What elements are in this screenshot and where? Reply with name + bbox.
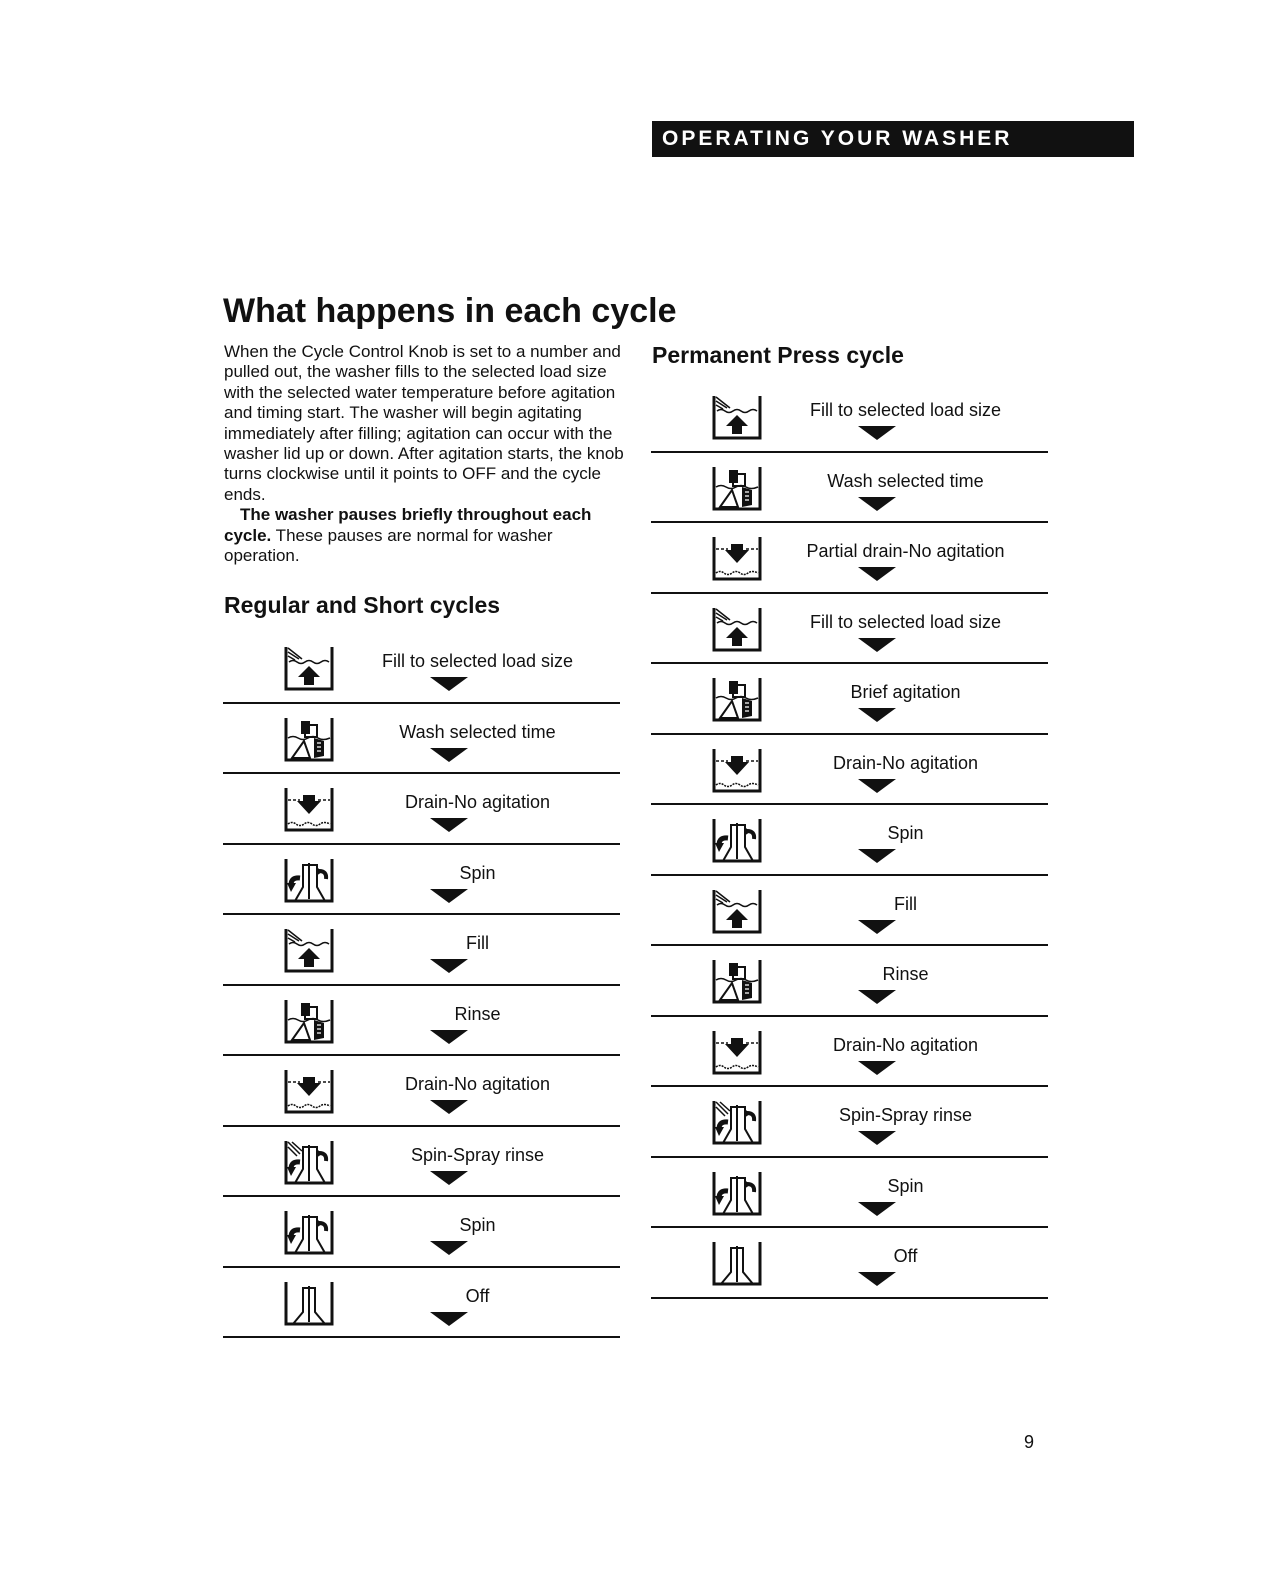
fill-icon — [283, 645, 335, 691]
fill-icon — [711, 888, 763, 934]
down-arrow-icon — [430, 1312, 468, 1326]
down-arrow-icon — [858, 708, 896, 722]
drain-icon — [711, 535, 763, 581]
step-label: Fill to selected load size — [809, 400, 1002, 420]
spin-icon — [283, 857, 335, 903]
off-icon — [283, 1280, 335, 1326]
down-arrow-icon — [858, 990, 896, 1004]
drain-icon — [283, 786, 335, 832]
spin-icon — [711, 1170, 763, 1216]
down-arrow-icon — [858, 920, 896, 934]
spin-icon — [711, 817, 763, 863]
permanent-press-step — [651, 876, 1048, 947]
fill-icon — [711, 394, 763, 440]
down-arrow-icon — [858, 638, 896, 652]
step-label: Fill — [466, 933, 489, 953]
step-label: Fill to selected load size — [381, 651, 574, 671]
step-label: Wash selected time — [399, 721, 556, 742]
regular-cycle-step — [223, 986, 620, 1057]
down-arrow-icon — [858, 849, 896, 863]
wash-icon — [711, 465, 763, 511]
step-label: Spin — [887, 823, 924, 843]
step-label: Wash selected time — [827, 470, 984, 491]
down-arrow-icon — [430, 889, 468, 903]
down-arrow-icon — [858, 426, 896, 440]
down-arrow-icon — [430, 1100, 468, 1114]
step-label: Spin — [459, 862, 496, 883]
spin-spray-icon — [711, 1099, 763, 1145]
off-icon — [711, 1240, 763, 1286]
spin-icon — [283, 1209, 335, 1255]
pause-note-rest: These pauses are normal for washer operation. — [224, 525, 553, 566]
wash-icon — [283, 998, 335, 1044]
intro-paragraph: When the Cycle Control Knob is set to a number and pulled out, the washer fills to the selected load size with the selected water temperature before agitation and timing start. The washer will begin agitating immediately after filling; agitation can occur with the washer lid up or down. After agitation starts, the knob turns clockwise until it points to OFF and the cycle ends. — [224, 342, 624, 504]
permanent-press-step — [651, 1158, 1048, 1229]
wash-icon — [711, 958, 763, 1004]
down-arrow-icon — [858, 779, 896, 793]
down-arrow-icon — [858, 497, 896, 511]
down-arrow-icon — [858, 1202, 896, 1216]
regular-cycle-step — [223, 845, 620, 916]
step-label: Brief agitation — [850, 682, 961, 702]
permanent-press-step — [651, 735, 1048, 806]
down-arrow-icon — [858, 1272, 896, 1286]
step-label: Fill — [894, 893, 917, 914]
down-arrow-icon — [430, 748, 468, 762]
permanent-press-step — [651, 946, 1048, 1017]
down-arrow-icon — [858, 1131, 896, 1145]
regular-cycle-step — [223, 1197, 620, 1268]
down-arrow-icon — [858, 567, 896, 581]
down-arrow-icon — [430, 1030, 468, 1044]
wash-icon — [283, 716, 335, 762]
step-label: Off — [893, 1246, 918, 1266]
fill-icon — [283, 927, 335, 973]
step-label: Spin — [459, 1215, 496, 1235]
step-label: Rinse — [882, 964, 929, 984]
permanent-press-step — [651, 1087, 1048, 1158]
page-title: What happens in each cycle — [223, 292, 677, 330]
down-arrow-icon — [858, 1061, 896, 1075]
step-label: Fill to selected load size — [809, 611, 1002, 632]
step-label: Partial drain-No agitation — [806, 541, 1005, 561]
regular-cycle-step — [223, 704, 620, 775]
regular-cycle-step — [223, 1056, 620, 1127]
permanent-press-step — [651, 664, 1048, 735]
drain-icon — [283, 1068, 335, 1114]
step-label: Spin — [887, 1175, 924, 1196]
down-arrow-icon — [430, 1171, 468, 1185]
spin-spray-icon — [283, 1139, 335, 1185]
step-label: Rinse — [454, 1003, 501, 1024]
down-arrow-icon — [430, 677, 468, 691]
permanent-press-steps — [651, 382, 1048, 1299]
permanent-press-step — [651, 594, 1048, 665]
regular-cycle-step — [223, 1268, 620, 1339]
regular-cycle-step — [223, 633, 620, 704]
drain-icon — [711, 747, 763, 793]
step-label: Drain-No agitation — [404, 792, 551, 812]
pause-note — [224, 505, 624, 566]
step-label: Spin-Spray rinse — [410, 1144, 545, 1165]
fill-icon — [711, 606, 763, 652]
regular-cycle-heading: Regular and Short cycles — [224, 592, 501, 618]
page-number: 9 — [1024, 1432, 1035, 1452]
permanent-press-step — [651, 523, 1048, 594]
regular-cycle-steps — [223, 633, 620, 1338]
regular-cycle-step — [223, 915, 620, 986]
permanent-press-step — [651, 805, 1048, 876]
permanent-press-step — [651, 1228, 1048, 1299]
permanent-press-step — [651, 453, 1048, 524]
permanent-press-heading: Permanent Press cycle — [652, 342, 904, 368]
regular-cycle-step — [223, 774, 620, 845]
down-arrow-icon — [430, 959, 468, 973]
wash-icon — [711, 676, 763, 722]
permanent-press-step — [651, 382, 1048, 453]
step-label: Drain-No agitation — [832, 1034, 979, 1055]
intro-text — [224, 342, 624, 566]
down-arrow-icon — [430, 818, 468, 832]
down-arrow-icon — [430, 1241, 468, 1255]
permanent-press-step — [651, 1017, 1048, 1088]
step-label: Spin-Spray rinse — [838, 1105, 973, 1125]
step-label: Drain-No agitation — [404, 1074, 551, 1094]
drain-icon — [711, 1029, 763, 1075]
section-banner: OPERATING YOUR WASHER — [652, 121, 1134, 157]
regular-cycle-step — [223, 1127, 620, 1198]
step-label: Drain-No agitation — [832, 752, 979, 773]
pause-note-bold: The washer pauses briefly throughout each cycle. — [224, 505, 592, 545]
step-label: Off — [465, 1285, 490, 1306]
